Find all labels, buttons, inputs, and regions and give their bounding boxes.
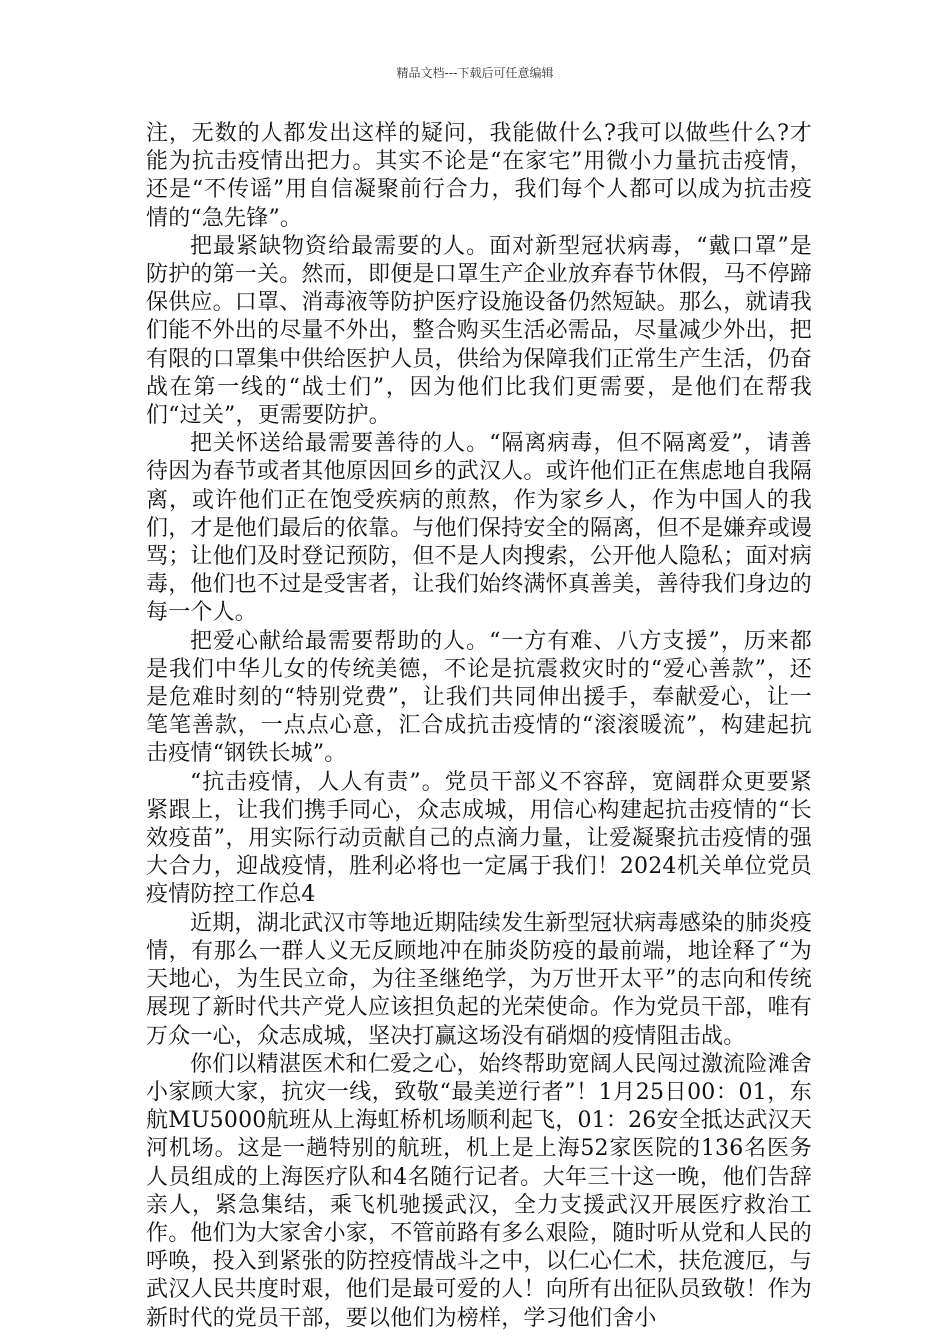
document-body — [146, 120, 812, 1333]
paragraph-7: 你们以精湛医术和仁爱之心，始终帮助宽阔人民闯过激流险滩舍小家顾大家，抗灾一线，致敬“最美逆行者”！1月25日00：01，东航MU5000航班从上海虹桥机场顺利起飞，01：26安全抵达武汉天河机场。这是一趟特别的航班，机上是上海52家医院的136名医务人员组成的上海医疗队和4名随行记者。大年三十这一晚，他们告辞亲人，紧急集结，乘飞机驰援武汉，全力支援武汉开展医疗救治工作。他们为大家舍小家，不管前路有多么艰险，随时听从党和人民的呼唤，投入到紧张的防控疫情战斗之中，以仁心仁术，扶危渡厄，与武汉人民共度时艰，他们是最可爱的人！向所有出征队员致敬！作为新时代的党员干部，要以他们为榜样，学习他们舍小 — [146, 1051, 813, 1331]
paragraph-1: 注，无数的人都发出这样的疑问，我能做什么?我可以做些什么?才能为抗击疫情出把力。其实不论是“在家宅”用微小力量抗击疫情，还是“不传谣”用自信凝聚前行合力，我们每个人都可以成为抗击疫情的“急先锋”。 — [146, 121, 812, 231]
page-header-watermark: 精品文档---下载后可任意编辑 — [396, 66, 554, 80]
paragraph-5: “抗击疫情，人人有责”。党员干部义不容辞，宽阔群众更要紧紧跟上，让我们携手同心，众志成城，用信心构建起抗击疫情的“长效疫苗”，用实际行动贡献自己的点滴力量，让爱凝聚抗击疫情的强大合力，迎战疫情，胜利必将也一定属于我们！2024机关单位党员疫情防控工作总4 — [146, 769, 812, 908]
paragraph-3: 把关怀送给最需要善待的人。“隔离病毒，但不隔离爱”，请善待因为春节或者其他原因回乡的武汉人。或许他们正在焦虑地自我隔离，或许他们正在饱受疾病的煎熬，作为家乡人，作为中国人的我们，才是他们最后的依靠。与他们保持安全的隔离，但不是嫌弃或谩骂；让他们及时登记预防，但不是人肉搜索，公开他人隐私；面对病毒，他们也不过是受害者，让我们始终满怀真善美，善待我们身边的每一个人。 — [146, 431, 813, 626]
paragraph-6: 近期，湖北武汉市等地近期陆续发生新型冠状病毒感染的肺炎疫情，有那么一群人义无反顾地冲在肺炎防疫的最前端，地诠释了“为天地心，为生民立命，为往圣继绝学，为万世开太平”的志向和传统展现了新时代共产党人应该担负起的光荣使命。作为党员干部，唯有万众一心，众志成城，坚决打赢这场没有硝烟的疫情阻击战。 — [146, 910, 813, 1049]
paragraph-2: 把最紧缺物资给最需要的人。面对新型冠状病毒，“戴口罩”是防护的第一关。然而，即便是口罩生产企业放弃春节休假，马不停蹄保供应。口罩、消毒液等防护医疗设施设备仍然短缺。那么，就请我们能不外出的尽量不外出，整合购买生活必需品，尽量减少外出，把有限的口罩集中供给医护人员，供给为保障我们正常生产生活，仍奋战在第一线的“战士们”，因为他们比我们更需要，是他们在帮我们“过关”，更需要防护。 — [146, 233, 813, 429]
paragraph-4: 把爱心献给最需要帮助的人。“一方有难、八方支援”，历来都是我们中华儿女的传统美德，不论是抗震救灾时的“爱心善款”，还是危难时刻的“特别党费”，让我们共同伸出援手，奉献爱心，让一笔笔善款，一点点心意，汇合成抗击疫情的“滚滚暖流”，构建起抗击疫情“钢铁长城”。 — [146, 628, 812, 767]
